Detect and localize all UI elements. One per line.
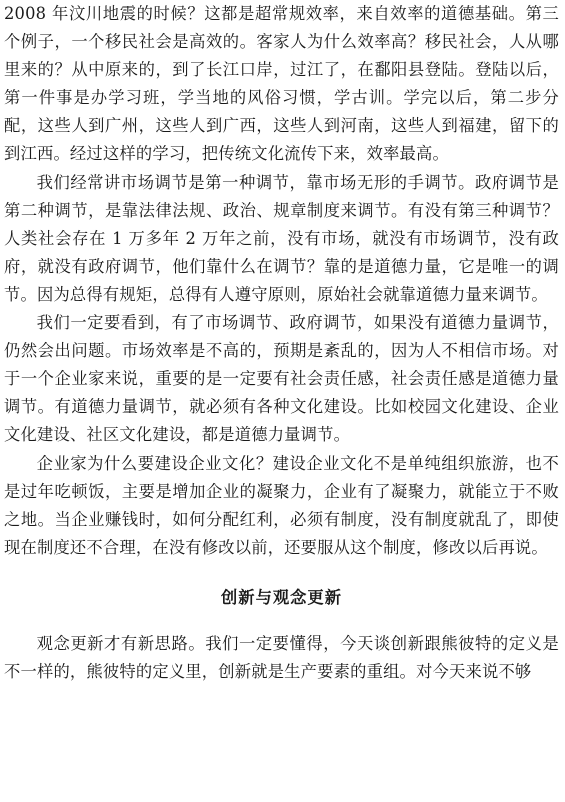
paragraph-2: 我们经常讲市场调节是第一种调节，靠市场无形的手调节。政府调节是第二种调节，是靠法律法规、政治、规章制度来调节。有没有第三种调节？人类社会存在 1 万多年 2 万年之前，没有市场，就没有市场调节，没有政府，就没有政府调节，他们靠什么在调节？靠的是道德力量，它是唯一的调节。因为总得有规矩，总得有人遵守原则，原始社会就靠道德力量来调节。 [4,172,559,304]
paragraph-1: 2008 年汶川地震的时候？这都是超常规效率，来自效率的道德基础。第三个例子，一个移民社会是高效的。客家人为什么效率高？移民社会，人从哪里来的？从中原来的，到了长江口岸，过江了，在鄱阳县登陆。登陆以后，第一件事是办学习班，学当地的风俗习惯，学古训。学完以后，第二步分配，这些人到广州，这些人到广西，这些人到河南，这些人到福建，留下的到江西。经过这样的学习，把传统文化流传下来，效率最高。 [4,4,559,164]
paragraph-4: 企业家为什么要建设企业文化？建设企业文化不是单纯组织旅游，也不是过年吃顿饭，主要是增加企业的凝聚力，企业有了凝聚力，就能立于不败之地。当企业赚钱时，如何分配红利，必须有制度，没有制度就乱了，即使现在制度还不合理，在没有修改以前，还要服从这个制度，修改以后再说。 [4,453,559,557]
paragraph-3: 我们一定要看到，有了市场调节、政府调节，如果没有道德力量调节，仍然会出问题。市场效率是不高的，预期是紊乱的，因为人不相信市场。对于一个企业家来说，重要的是一定要有社会责任感，社会责任感是道德力量调节。有道德力量调节，就必须有各种文化建设。比如校园文化建设、企业文化建设、社区文化建设，都是道德力量调节。 [4,313,559,445]
section-title: 创新与观念更新 [221,587,342,607]
closing-paragraph: 观念更新才有新思路。我们一定要懂得，今天谈创新跟熊彼特的定义是不一样的，熊彼特的定义里，创新就是生产要素的重组。对今天来说不够 [4,633,559,681]
document-body [4,0,559,686]
